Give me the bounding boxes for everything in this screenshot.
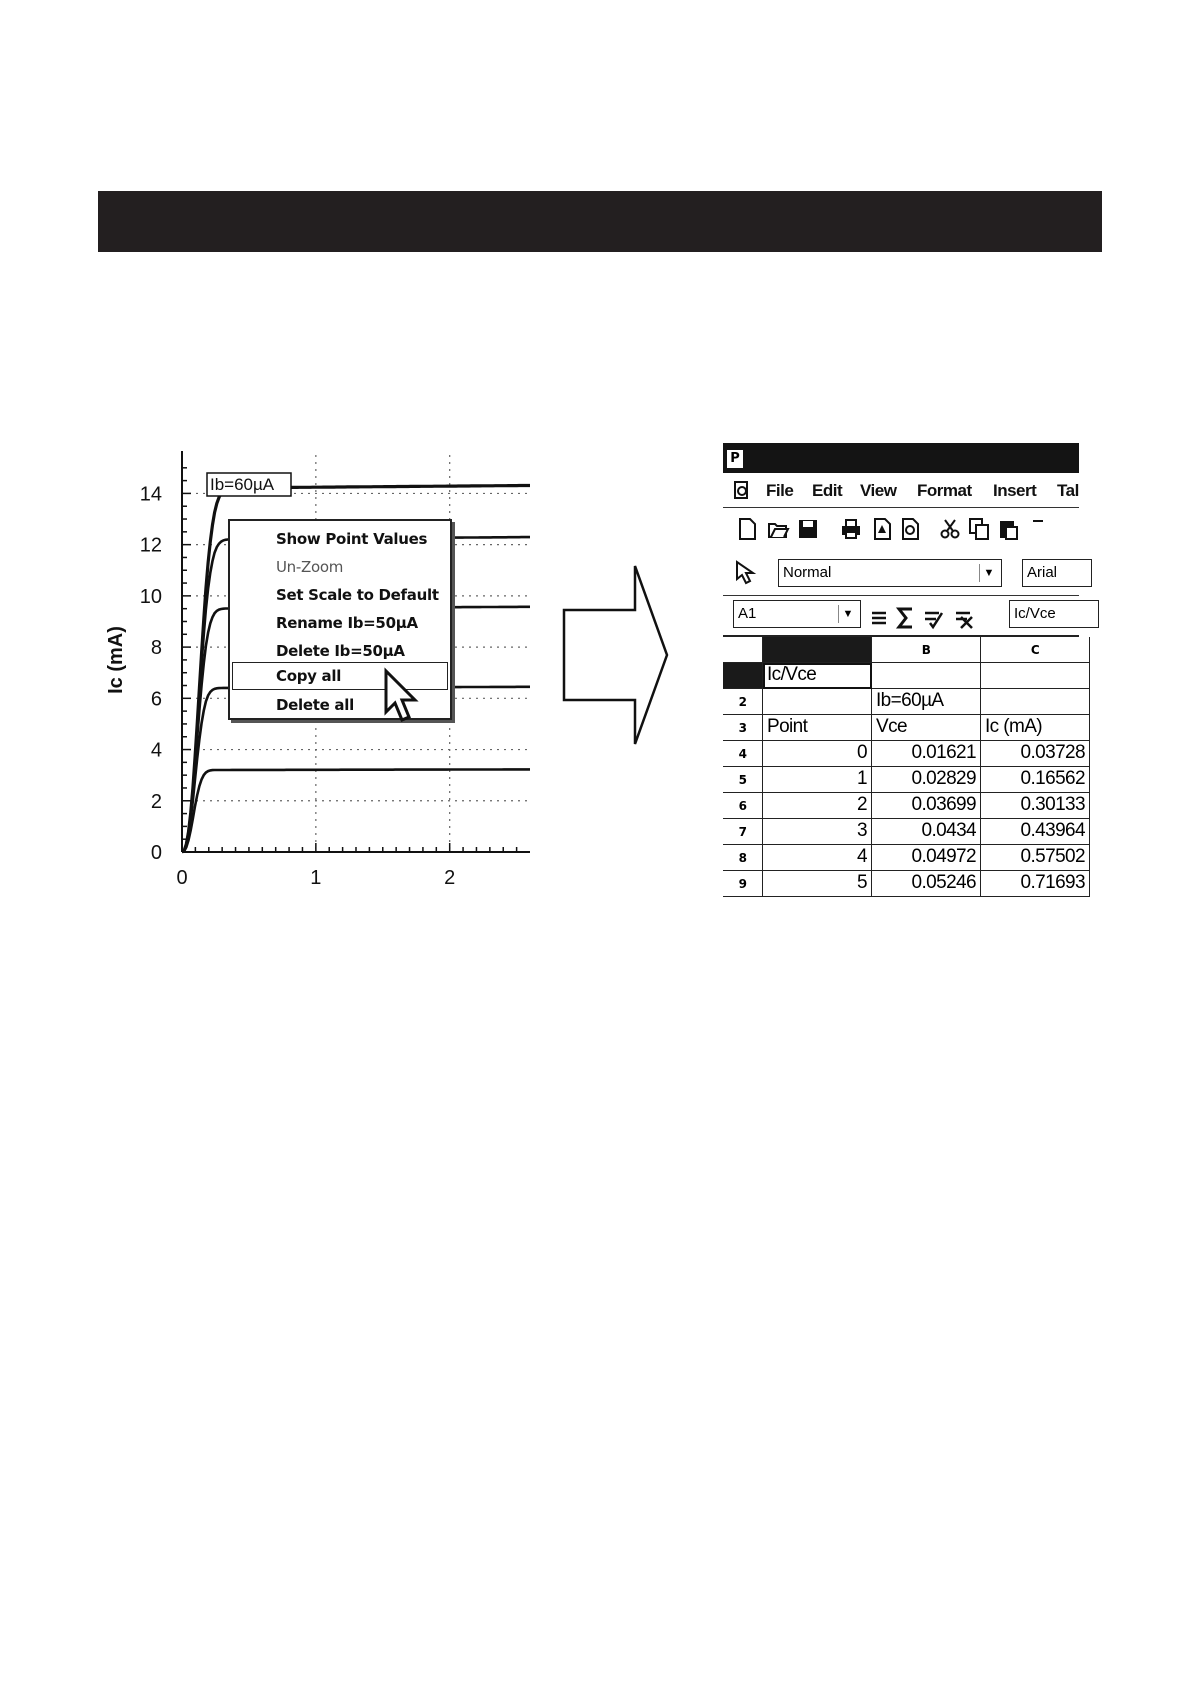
formula-bar [723,595,1079,637]
row-header[interactable]: 7 [723,819,763,845]
standard-toolbar [723,509,1079,549]
x-tick-label: 0 [176,867,188,889]
function-list-icon [872,613,886,623]
table-cell[interactable]: 0.16562 [981,767,1090,793]
row-header[interactable]: 6 [723,793,763,819]
cell-reference-value: A1 [738,605,757,622]
menu-item-delete-series[interactable]: Delete Ib=50µA [276,642,405,660]
table-cell[interactable]: Ib=60µA [872,689,981,715]
table-cell[interactable]: Point [763,715,872,741]
menu-item-rename-series[interactable]: Rename Ib=50µA [276,614,418,632]
cancel-icon [956,613,972,628]
more-icon[interactable] [1029,517,1051,541]
table-cell[interactable]: 1 [763,767,872,793]
y-tick-label: 14 [139,483,162,506]
accept-icon [925,613,942,627]
menu-item-un-zoom[interactable]: Un-Zoom [276,558,344,576]
table-cell[interactable]: 4 [763,845,872,871]
table-cell[interactable]: 0.0434 [872,819,981,845]
table-cell[interactable]: 0.71693 [981,871,1090,897]
app-icon: P [727,450,743,468]
menu-table[interactable]: Tal [1057,481,1079,500]
series-line [182,769,530,852]
cell-reference-box[interactable] [733,600,861,628]
formula-input-value: Ic/Vce [1014,605,1056,622]
spreadsheet-window [723,443,1085,893]
table-cell[interactable]: Vce [872,715,981,741]
style-select-value: Normal [783,564,832,581]
menu-edit[interactable]: Edit [812,481,843,500]
y-axis-label: Ic (mA) [105,626,127,694]
table-cell[interactable]: Ic (mA) [981,715,1090,741]
table-cell[interactable]: 0.57502 [981,845,1090,871]
menu-item-delete-all[interactable]: Delete all [276,696,354,714]
menu-format[interactable]: Format [917,481,972,500]
font-select[interactable] [1022,559,1092,587]
select-pointer-icon[interactable] [734,559,760,587]
y-tick-label: 4 [150,739,162,762]
title-bar [723,443,1079,473]
new-doc-icon[interactable] [736,517,758,541]
print-icon[interactable] [840,517,862,541]
series-annotation-label [207,473,291,496]
table-cell[interactable]: 0.30133 [981,793,1090,819]
y-tick-label: 0 [150,842,162,864]
chevron-down-icon[interactable]: ▼ [838,605,857,623]
menu-insert[interactable]: Insert [993,481,1037,500]
table-cell[interactable]: 3 [763,819,872,845]
table-cell[interactable] [981,689,1090,715]
cut-icon[interactable] [939,517,961,541]
save-icon[interactable] [797,517,819,541]
menu-file[interactable]: File [766,481,794,500]
table-cell[interactable]: 0.43964 [981,819,1090,845]
series-annotation-text: Ib=60µA [210,475,275,494]
table-cell[interactable]: 0.05246 [872,871,981,897]
pdf-icon[interactable] [871,517,893,541]
table-cell[interactable]: 0.02829 [872,767,981,793]
column-header[interactable]: B [872,637,981,663]
column-header[interactable]: C [981,637,1090,663]
open-folder-icon[interactable] [767,517,789,541]
paste-icon[interactable] [997,517,1019,541]
formatting-toolbar [723,549,1079,596]
y-tick-label: 8 [150,637,162,660]
menu-view[interactable]: View [860,481,897,500]
x-tick-label: 1 [310,867,322,889]
table-cell[interactable]: 0.01621 [872,741,981,767]
row-header[interactable]: 2 [723,689,763,715]
menu-item-show-point-values[interactable]: Show Point Values [276,530,428,548]
menu-bar [723,473,1079,508]
font-select-value: Arial [1027,564,1058,581]
table-cell[interactable] [763,689,872,715]
table-cell[interactable]: Ic/Vce [763,663,872,689]
menu-item-set-scale-default[interactable]: Set Scale to Default [276,586,439,604]
row-header[interactable]: 5 [723,767,763,793]
select-all-corner[interactable] [723,637,763,663]
right-arrow-icon [560,563,670,748]
header-bar [98,191,1102,252]
row-header[interactable]: 9 [723,871,763,897]
y-tick-label: 10 [139,585,162,608]
document-icon[interactable] [733,480,751,500]
table-cell[interactable] [981,663,1090,689]
table-cell[interactable]: 2 [763,793,872,819]
row-header[interactable]: 4 [723,741,763,767]
print-preview-icon[interactable] [899,517,921,541]
chevron-down-icon[interactable]: ▼ [979,564,998,582]
formula-input[interactable] [1009,600,1099,628]
column-header[interactable] [763,637,872,663]
table-cell[interactable]: 0.04972 [872,845,981,871]
y-tick-label: 6 [150,688,162,711]
table-cell[interactable] [872,663,981,689]
y-tick-label: 12 [139,534,162,557]
row-header[interactable]: 8 [723,845,763,871]
x-tick-label: 2 [444,867,456,889]
table-cell[interactable]: 5 [763,871,872,897]
table-cell[interactable]: 0 [763,741,872,767]
y-tick-label: 2 [150,790,162,813]
sum-icon [899,609,912,627]
copy-icon[interactable] [968,517,990,541]
style-select[interactable] [778,559,1002,587]
table-cell[interactable]: 0.03728 [981,741,1090,767]
formula-toolbar-icons [868,605,998,631]
mouse-pointer-icon [383,668,423,726]
menu-item-copy-all[interactable]: Copy all [233,663,447,689]
table-cell[interactable]: 0.03699 [872,793,981,819]
row-header[interactable] [723,663,763,689]
row-header[interactable]: 3 [723,715,763,741]
